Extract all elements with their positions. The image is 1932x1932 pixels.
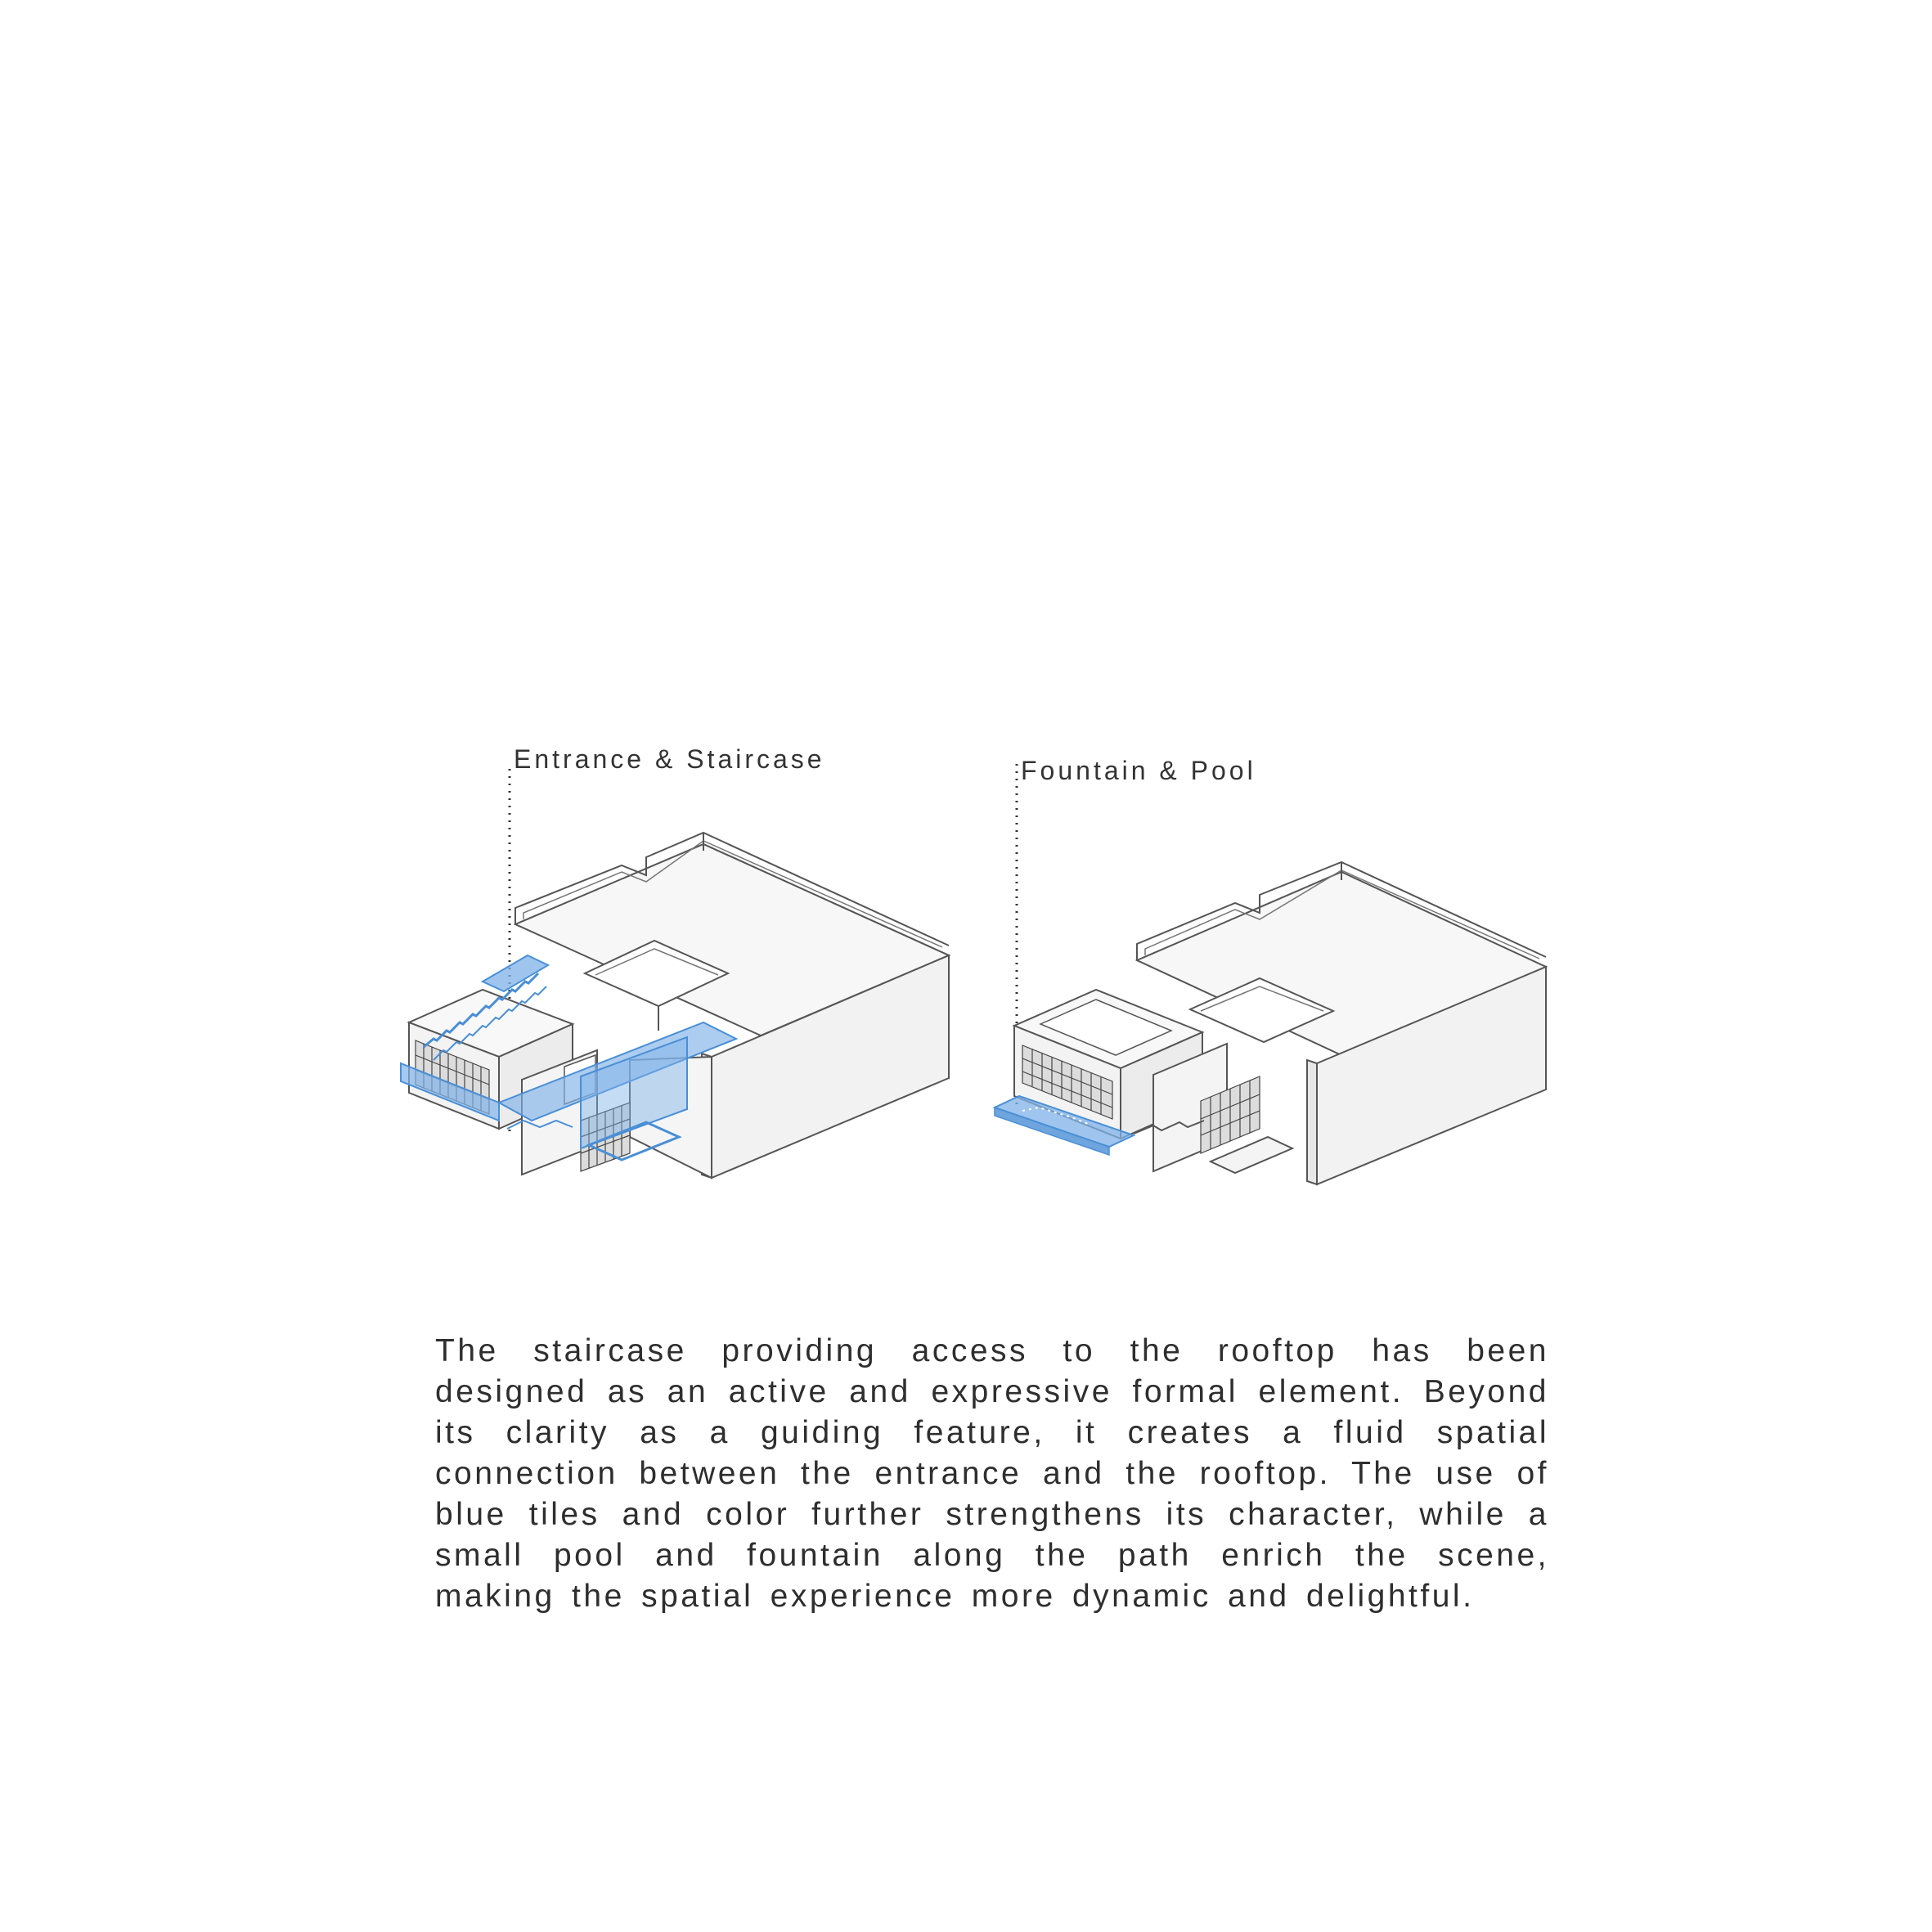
description-paragraph: The staircase providing access to the rooftop has been designed as an active and expressive formal element. Beyond its clarity as a guiding feature, it creates a fluid spatial connection between the entrance and the rooftop. The use of blue tiles and color further strengthens its character, while a small pool and fountain along the path enrich the scene, making the spatial experience more dynamic and delightful. [435, 1333, 1549, 1614]
label-fountain-pool: Fountain & Pool [1021, 756, 1256, 785]
diagram-fountain-pool [990, 748, 1579, 1206]
fountain-pool-drawing [990, 748, 1579, 1206]
entrance-staircase-drawing [376, 736, 965, 1194]
label-entrance-staircase: Entrance & Staircase [514, 744, 825, 774]
diagram-entrance-staircase [376, 736, 965, 1194]
